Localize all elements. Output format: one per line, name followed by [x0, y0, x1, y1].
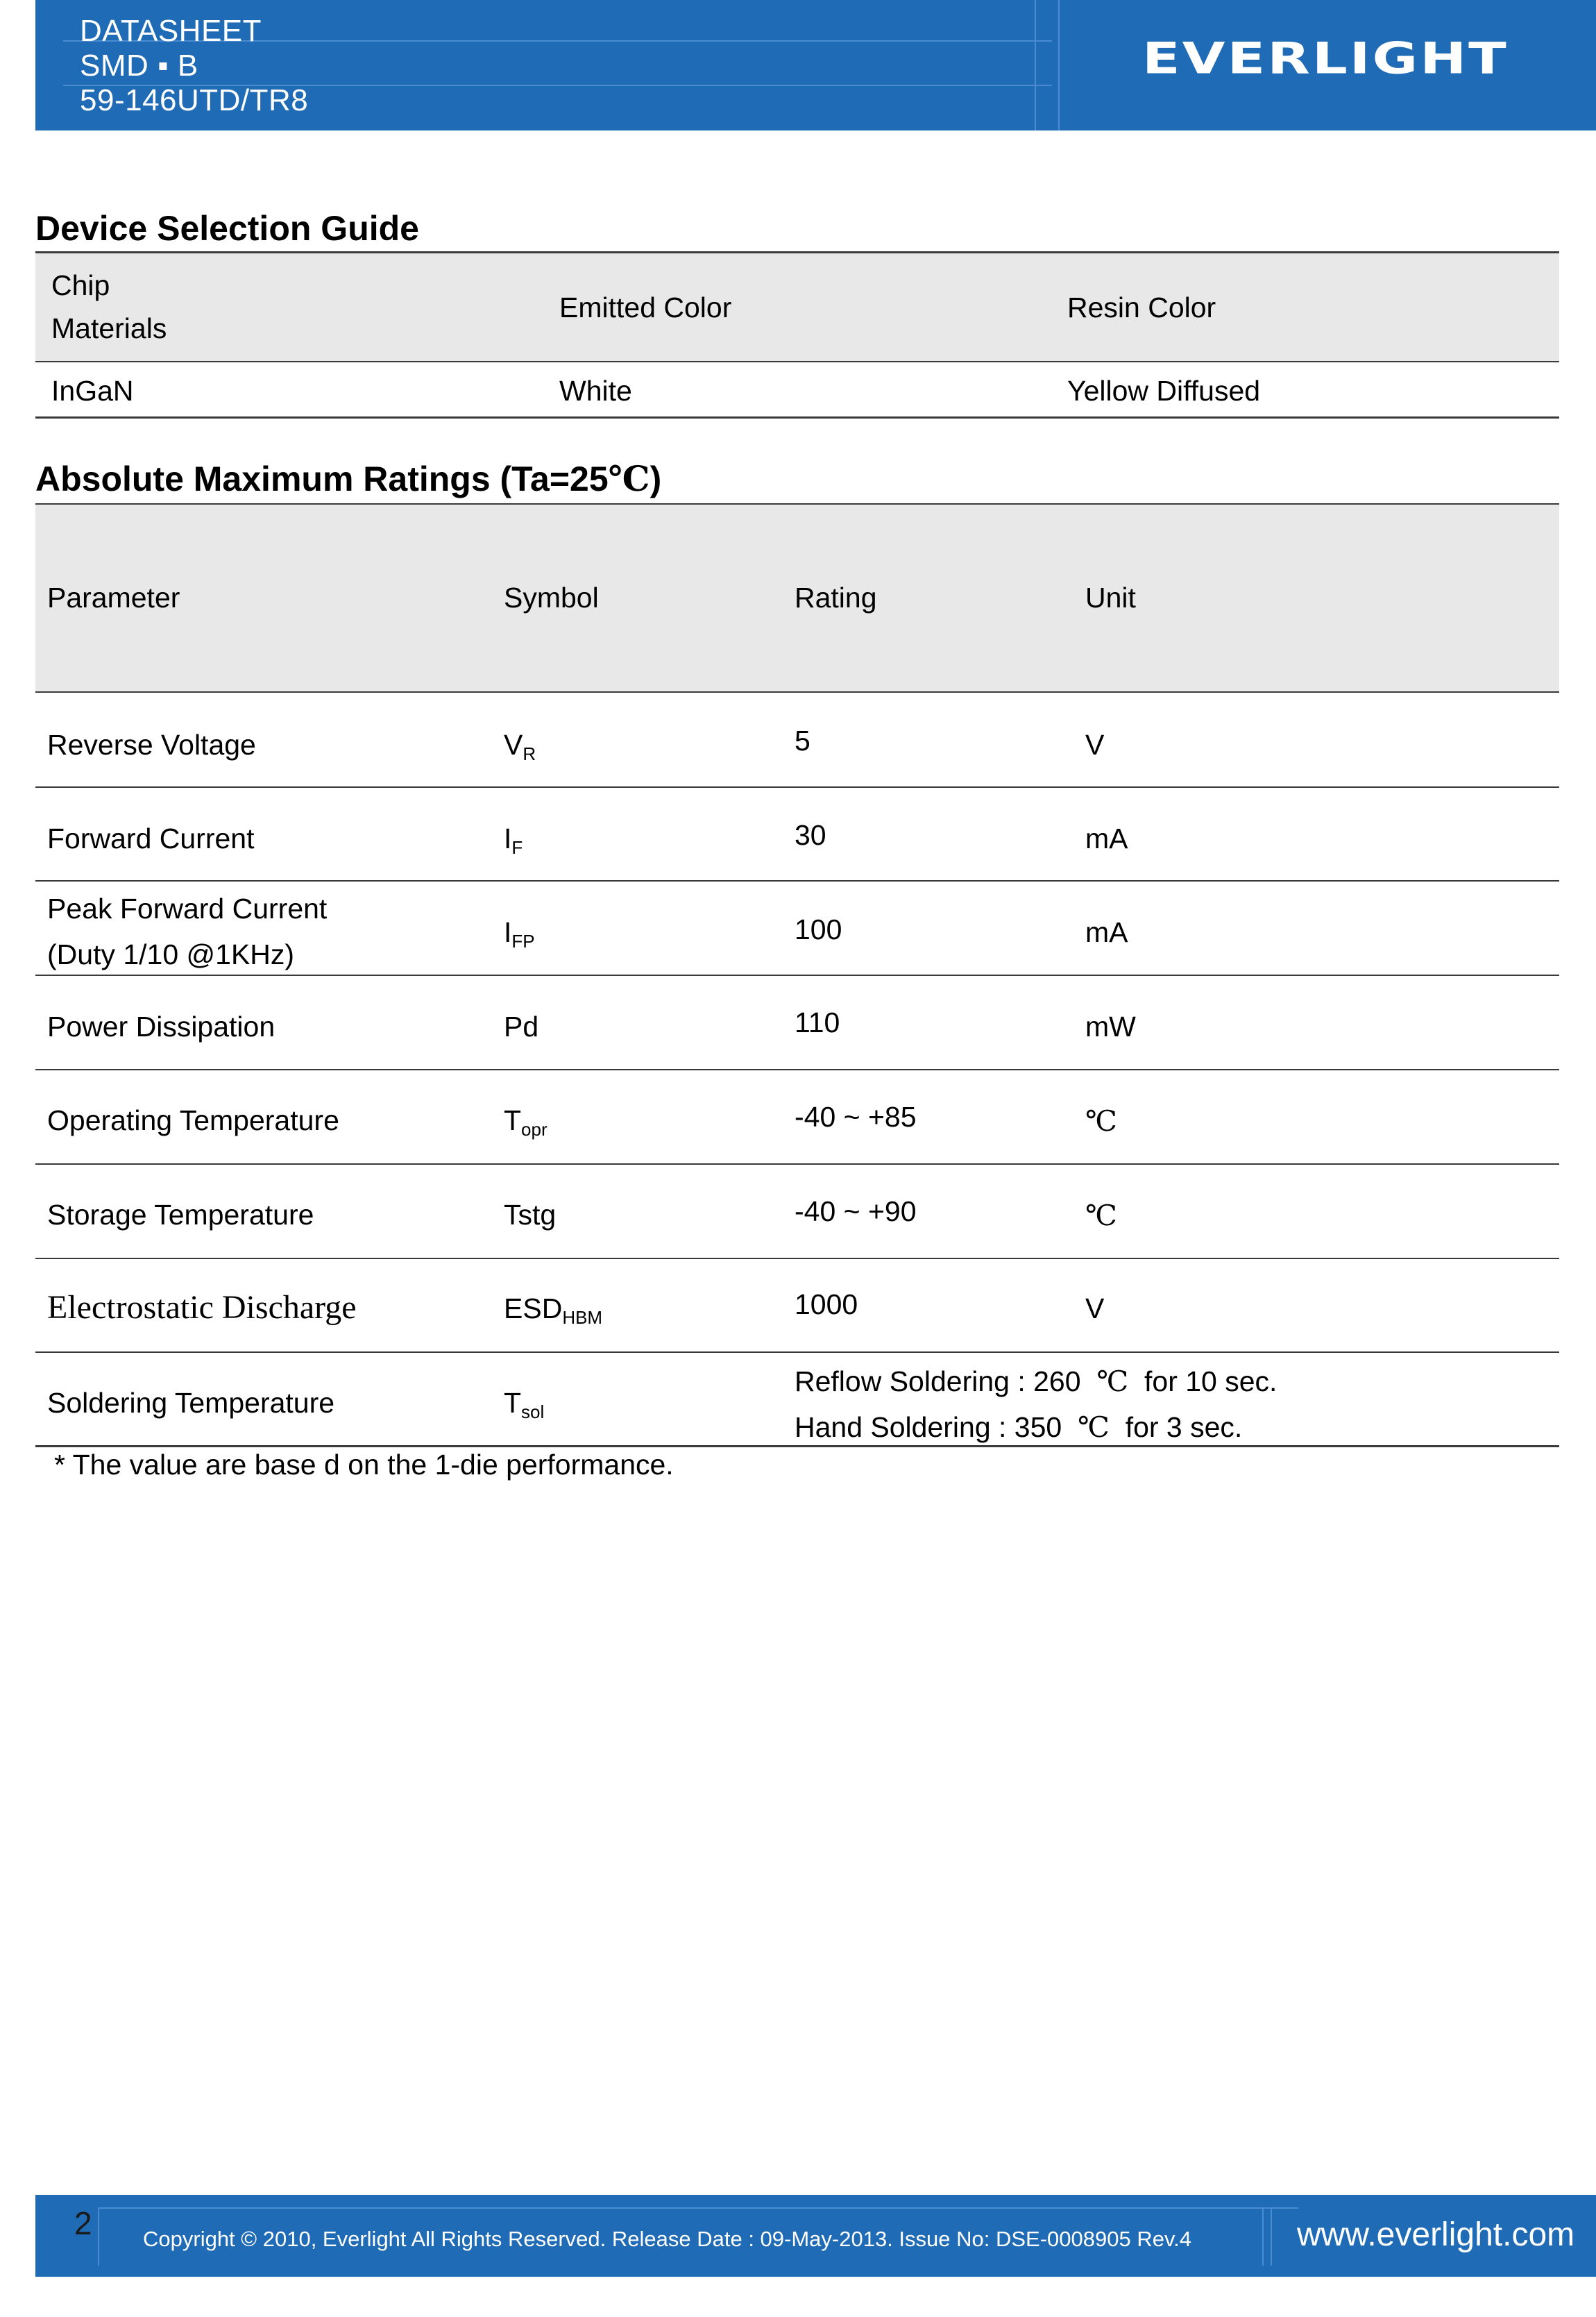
symbol-main: V	[504, 729, 523, 761]
table-rule	[35, 1069, 1559, 1070]
symbol-subscript: HBM	[562, 1307, 603, 1328]
symbol-main: T	[504, 1104, 522, 1136]
symbol-soldering-temperature	[504, 1387, 544, 1423]
table-rule	[35, 416, 1559, 419]
rating-peak-forward-current: 100	[795, 913, 842, 945]
degree-symbol: ℃	[1096, 1365, 1129, 1398]
table-rule	[35, 880, 1559, 882]
rating-reverse-voltage: 5	[795, 725, 810, 757]
symbol-power-dissipation	[504, 1011, 538, 1047]
symbol-forward-current	[504, 823, 523, 859]
param-electrostatic-discharge: Electrostatic Discharge	[47, 1289, 357, 1326]
symbol-main: Tstg	[504, 1199, 557, 1231]
symbol-main: I	[504, 823, 512, 854]
part-number: 59-146UTD/TR8	[80, 83, 309, 117]
symbol-peak-forward-current	[504, 916, 535, 952]
hand-duration: for 3 sec.	[1125, 1411, 1243, 1443]
param-forward-current: Forward Current	[47, 823, 255, 854]
rating-reflow-soldering	[795, 1365, 1277, 1398]
symbol-main: T	[504, 1387, 522, 1419]
table-rule	[35, 1163, 1559, 1165]
table-rule	[35, 361, 1559, 362]
param-peak-forward-current: Peak Forward Current	[47, 893, 328, 925]
param-operating-temperature: Operating Temperature	[47, 1104, 339, 1136]
rating-storage-temperature: -40 ~ +90	[795, 1195, 917, 1227]
symbol-reverse-voltage	[504, 729, 536, 765]
unit-peak-forward-current: mA	[1085, 916, 1128, 948]
symbol-subscript: FP	[511, 931, 535, 952]
table-rule	[35, 1351, 1559, 1353]
reflow-soldering-text: Reflow Soldering : 260	[795, 1365, 1081, 1397]
unit-reverse-voltage: V	[1085, 729, 1105, 761]
doc-type: DATASHEET	[80, 14, 262, 48]
unit-operating-temperature: ℃	[1085, 1104, 1117, 1138]
unit-forward-current: mA	[1085, 823, 1128, 854]
col-rating-header: Rating	[795, 582, 877, 614]
col-resin-header: Resin Color	[1067, 292, 1216, 323]
symbol-subscript: F	[511, 837, 523, 858]
ratings-title-unit: ℃	[608, 458, 650, 499]
rating-hand-soldering	[795, 1410, 1242, 1444]
table-rule	[35, 691, 1559, 693]
everlight-logo: EVERLIGHT	[1142, 33, 1509, 84]
footer-vertical-divider	[98, 2207, 99, 2266]
symbol-electrostatic-discharge	[504, 1292, 602, 1329]
table-header-bg	[35, 253, 1559, 362]
unit-storage-temperature: ℃	[1085, 1199, 1117, 1232]
col-emitted-header: Emitted Color	[559, 292, 732, 323]
symbol-subscript: R	[523, 743, 536, 764]
symbol-main: I	[504, 916, 512, 948]
param-peak-forward-duty: (Duty 1/10 @1KHz)	[47, 938, 295, 970]
col-symbol-header: Symbol	[504, 582, 599, 614]
col-chip-header: Chip	[51, 269, 110, 301]
website-link[interactable]: www.everlight.com	[1297, 2216, 1575, 2253]
col-unit-header: Unit	[1085, 582, 1136, 614]
copyright: Copyright © 2010, Everlight All Rights Reserved. Release Date : 09-May-2013. Issue No: DSE-0008905 Rev.4	[143, 2227, 1192, 2251]
param-soldering-temperature: Soldering Temperature	[47, 1387, 335, 1419]
symbol-storage-temperature	[504, 1199, 556, 1235]
table-rule	[35, 1258, 1559, 1259]
symbol-main: Pd	[504, 1011, 539, 1043]
ratings-title-text: Absolute Maximum Ratings (Ta=25	[35, 460, 609, 498]
reflow-duration: for 10 sec.	[1144, 1365, 1277, 1397]
doc-category: SMD ▪ B	[80, 49, 198, 83]
page-number: 2	[74, 2205, 92, 2241]
rating-power-dissipation: 110	[795, 1006, 840, 1038]
footer-band	[35, 2195, 1596, 2277]
symbol-subscript: opr	[521, 1119, 547, 1140]
symbol-operating-temperature	[504, 1104, 547, 1140]
col-parameter-header: Parameter	[47, 582, 180, 614]
param-power-dissipation: Power Dissipation	[47, 1011, 275, 1043]
resin-value: Yellow Diffused	[1067, 375, 1261, 407]
symbol-subscript: sol	[521, 1401, 545, 1422]
param-reverse-voltage: Reverse Voltage	[47, 729, 256, 761]
table-rule	[35, 975, 1559, 976]
symbol-main: ESD	[504, 1292, 563, 1324]
footer-divider	[98, 2207, 1298, 2209]
header-vertical-divider	[1058, 0, 1060, 130]
rating-forward-current: 30	[795, 819, 826, 851]
rating-operating-temperature: -40 ~ +85	[795, 1101, 917, 1133]
table-rule	[35, 786, 1559, 788]
rating-electrostatic-discharge: 1000	[795, 1288, 858, 1320]
chip-value: InGaN	[51, 375, 134, 407]
param-storage-temperature: Storage Temperature	[47, 1199, 314, 1231]
unit-electrostatic-discharge: V	[1085, 1292, 1105, 1324]
footer-vertical-divider	[1271, 2207, 1272, 2266]
footer-vertical-divider	[1262, 2207, 1264, 2266]
ratings-title-close: )	[650, 460, 662, 498]
header-band	[35, 0, 1596, 130]
header-vertical-divider	[1035, 0, 1036, 130]
table-rule	[35, 1445, 1559, 1447]
ratings-note: * The value are base d on the 1-die performance.	[54, 1449, 674, 1481]
device-selection-title: Device Selection Guide	[35, 209, 419, 248]
degree-symbol: ℃	[1078, 1410, 1110, 1444]
ratings-title	[35, 458, 661, 499]
hand-soldering-text: Hand Soldering : 350	[795, 1411, 1062, 1443]
col-chip-header-2: Materials	[51, 312, 167, 344]
unit-power-dissipation: mW	[1085, 1011, 1136, 1043]
emitted-value: White	[559, 375, 632, 407]
